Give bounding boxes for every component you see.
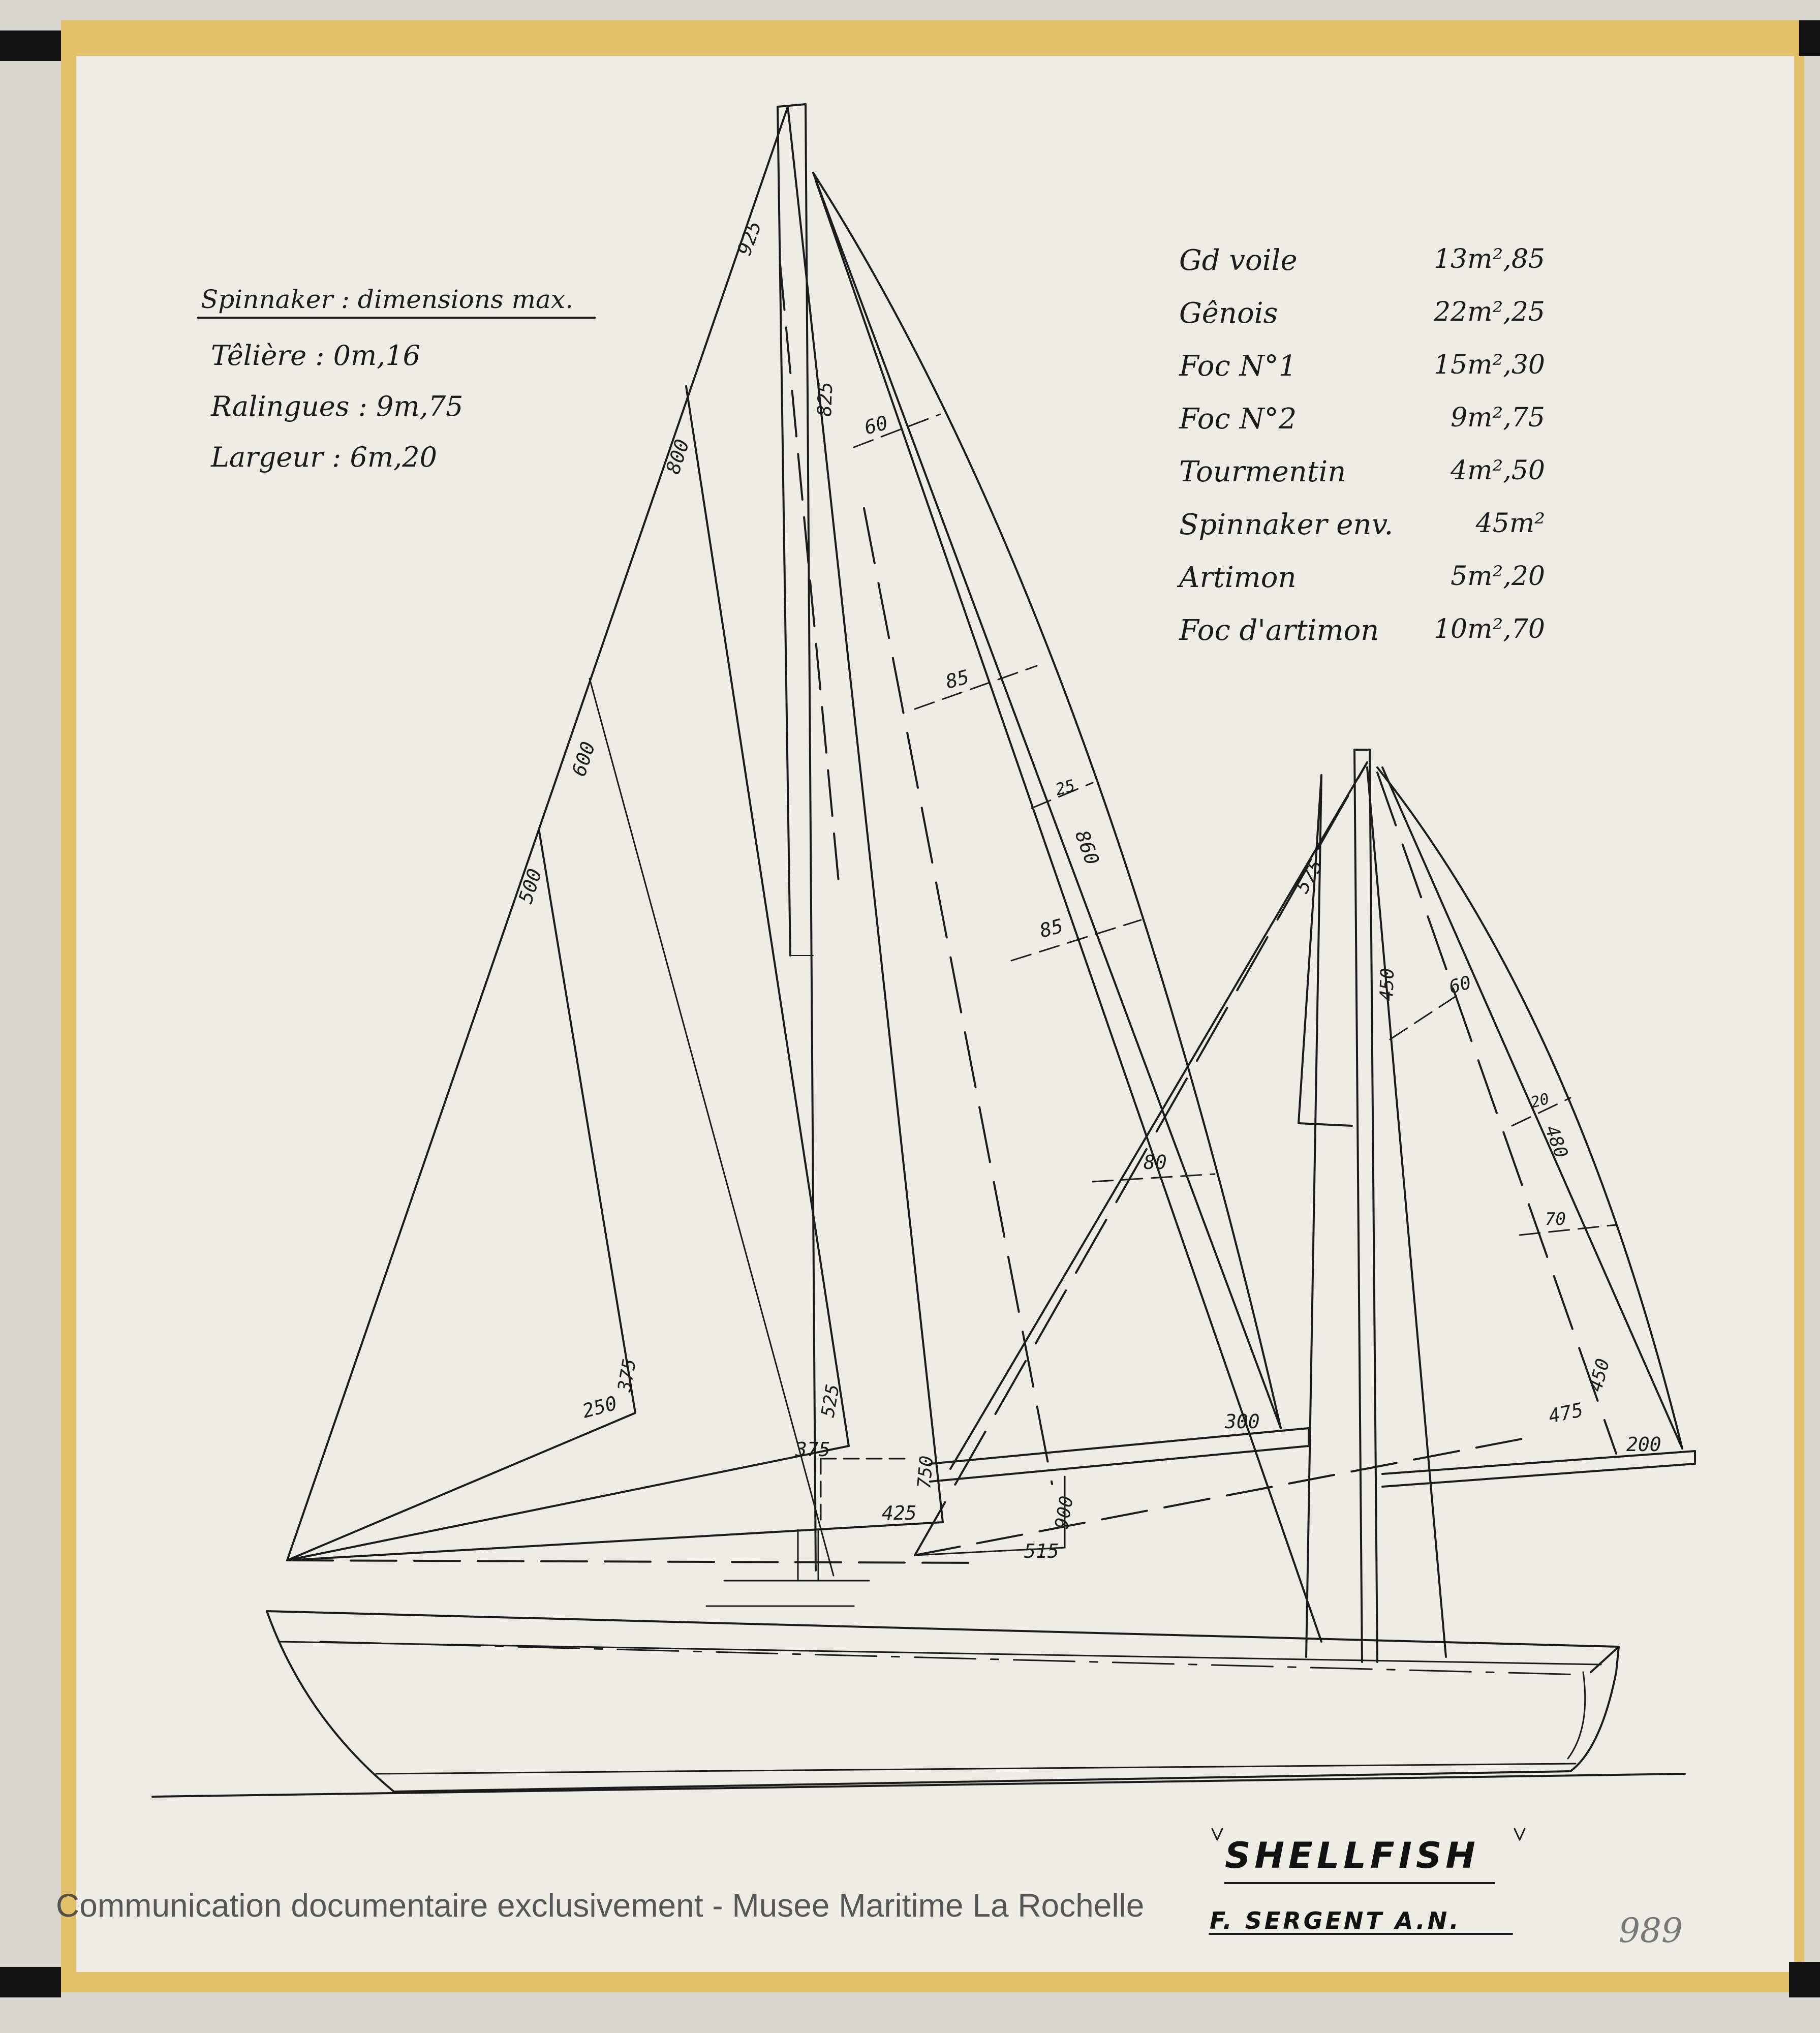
dim-storm-jib-luff: 500: [514, 866, 546, 906]
spinnaker-heading: Spinnaker : dimensions max.: [201, 285, 573, 314]
mizzen-sails: [915, 762, 1695, 1657]
sail-name: Gd voile: [1179, 244, 1298, 277]
dim-main-batten-lower: 85: [1037, 914, 1066, 942]
dim-jib2-luff: 600: [567, 738, 600, 779]
spinnaker-row-head: [211, 330, 463, 381]
dim-mizzen-staysail-foot: 515: [1024, 1540, 1059, 1562]
dim-mizzen-batten-top: 60: [1446, 972, 1474, 998]
hull: [267, 1611, 1619, 1792]
spinnaker-value: 6m,20: [350, 441, 437, 473]
spinnaker-row-width: [211, 432, 463, 483]
dim-mizzen-lower-leech: 450: [1585, 1356, 1614, 1394]
sail-area: 4m²,50: [1451, 455, 1545, 486]
dim-mizzen-leech: 480: [1540, 1123, 1572, 1161]
spinnaker-label: Têlière :: [211, 340, 325, 372]
sail-area-row: [1179, 350, 1545, 403]
sail-area-row: [1179, 244, 1545, 297]
dim-mizzen-head: 20: [1529, 1090, 1551, 1112]
sail-areas-table: [1179, 244, 1545, 667]
sail-area: 13m²,85: [1433, 244, 1545, 274]
sail-name: Spinnaker env.: [1179, 508, 1394, 541]
dim-mainsail-luff: 825: [813, 381, 837, 417]
sail-area: 22m²,25: [1433, 297, 1545, 327]
sail-area-row: [1179, 403, 1545, 455]
dim-mizzen-staysail-luff: 575: [1290, 855, 1328, 897]
dim-mizzen-staysail-hoist: 900: [1051, 1494, 1078, 1531]
dim-main-head: 25: [1053, 776, 1077, 799]
spinnaker-label: Ralingues :: [211, 390, 367, 422]
sail-area-row: [1179, 561, 1545, 614]
dim-mizzen-batten-mid: 70: [1545, 1209, 1566, 1229]
dim-genoa-leech: 750: [914, 1455, 938, 1490]
dim-main-batten-top: 60: [861, 411, 890, 439]
spinnaker-dimensions: [211, 330, 463, 483]
sail-area: 5m²,20: [1451, 561, 1545, 592]
headsails: [287, 107, 1052, 1576]
sail-area-row: [1179, 614, 1545, 667]
dim-genoa-foot: 425: [882, 1502, 917, 1524]
main-mast: [778, 104, 816, 1570]
dim-mizzen-staysail-batten: 80: [1144, 1151, 1167, 1174]
dim-mizzen-luff: 450: [1376, 967, 1399, 1002]
dim-main-batten-upper: 85: [943, 665, 972, 693]
sail-area: 45m²: [1475, 508, 1545, 539]
dim-storm-jib-foot: 250: [579, 1392, 620, 1423]
sail-name: Artimon: [1179, 561, 1297, 594]
sail-area: 15m²,30: [1433, 350, 1545, 380]
dim-main-leech: 860: [1070, 827, 1104, 868]
boat-name: SHELLFISH: [1225, 1835, 1479, 1876]
watermark: Communication documentaire exclusivement - Musee Maritime La Rochelle: [56, 1887, 1145, 1924]
dim-jib-leech: 525: [817, 1382, 844, 1419]
sail-name: Foc N°1: [1179, 350, 1297, 383]
dim-jib1-luff: 800: [661, 436, 694, 477]
sail-name: Gênois: [1179, 297, 1278, 330]
dim-jib-foot: 375: [795, 1438, 830, 1461]
sail-area: 10m²,70: [1433, 614, 1545, 644]
sail-name: Foc N°2: [1179, 403, 1297, 436]
dim-mizzen-foot: 200: [1626, 1433, 1661, 1456]
sail-name: Foc d'artimon: [1179, 614, 1379, 647]
sail-area-row: [1179, 455, 1545, 508]
dim-main-foot: 300: [1225, 1410, 1260, 1433]
dim-genoa-luff: 925: [733, 218, 766, 259]
spinnaker-row-luffs: [211, 381, 463, 432]
waterline: [152, 1774, 1685, 1797]
sheet-number: 989: [1619, 1911, 1683, 1950]
spinnaker-value: 9m,75: [376, 390, 464, 422]
sail-area: 9m²,75: [1451, 403, 1545, 433]
spinnaker-label: Largeur :: [211, 441, 342, 473]
sail-area-row: [1179, 297, 1545, 350]
dim-storm-jib-leech: 375: [614, 1357, 641, 1394]
sail-area-row: [1179, 508, 1545, 561]
mizzen-mast: [1354, 750, 1377, 1662]
dim-mizzen-staysail-clew: 475: [1546, 1398, 1586, 1428]
designer-name: F. SERGENT A.N.: [1210, 1907, 1461, 1934]
spinnaker-value: 0m,16: [333, 340, 421, 372]
sail-name: Tourmentin: [1179, 455, 1346, 488]
